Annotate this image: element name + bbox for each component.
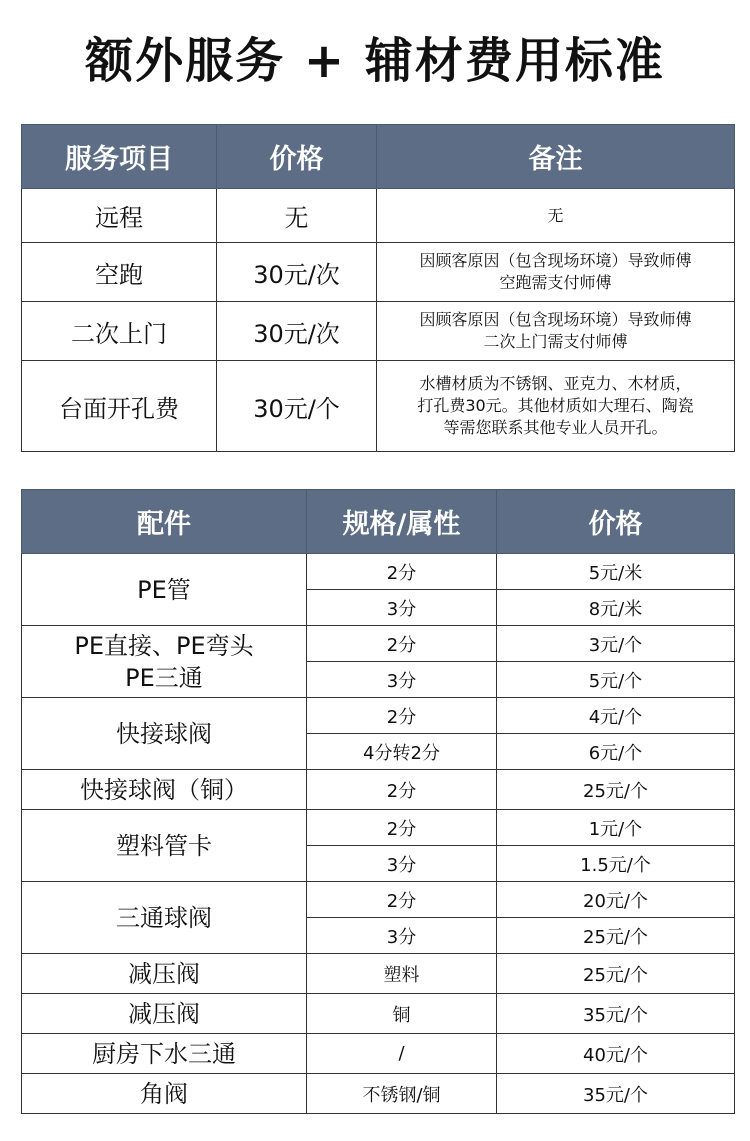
spec-cell: 2分 <box>307 554 497 590</box>
note-line: 二次上门需支付师傅 <box>483 332 628 351</box>
part-name-cell <box>22 1034 307 1074</box>
table-row <box>22 954 735 994</box>
spec-cell: 塑料 <box>307 954 497 994</box>
spec-cell: 2分 <box>307 626 497 662</box>
service-price-cell: 30元/个 <box>217 361 377 452</box>
price-cell: 5元/个 <box>497 662 735 698</box>
column-header-price: 价格 <box>497 490 735 554</box>
service-item-cell: 二次上门 <box>22 302 217 361</box>
spec-cell: 3分 <box>307 662 497 698</box>
service-item-cell: 远程 <box>22 189 217 243</box>
column-header-note: 备注 <box>377 125 735 189</box>
table-row <box>22 770 735 810</box>
table-row <box>22 189 735 243</box>
table-header-row <box>22 490 735 554</box>
table-row <box>22 302 735 361</box>
note-line: 因顾客原因（包含现场环境）导致师傅 <box>419 310 692 329</box>
column-header-part: 配件 <box>22 490 307 554</box>
price-cell: 6元/个 <box>497 734 735 770</box>
note-line: 因顾客原因（包含现场环境）导致师傅 <box>419 251 692 270</box>
price-cell: 25元/个 <box>497 918 735 954</box>
note-line: 水槽材质为不锈钢、亚克力、木材质， <box>419 374 692 393</box>
note-line: 打孔费30元。其他材质如大理石、陶瓷 <box>417 396 694 415</box>
price-cell: 35元/个 <box>497 994 735 1034</box>
service-item-cell: 台面开孔费 <box>22 361 217 452</box>
price-cell: 5元/米 <box>497 554 735 590</box>
part-name: PE三通 <box>125 663 203 692</box>
price-cell: 25元/个 <box>497 954 735 994</box>
table-row <box>22 698 735 734</box>
part-name: 三通球阀 <box>116 903 212 932</box>
part-name-cell <box>22 698 307 770</box>
part-name-cell <box>22 994 307 1034</box>
table-row <box>22 994 735 1034</box>
table-row <box>22 626 735 662</box>
service-note-cell <box>377 243 735 302</box>
spec-cell: / <box>307 1034 497 1074</box>
part-name: 减压阀 <box>128 959 200 988</box>
service-price-cell: 30元/次 <box>217 243 377 302</box>
service-note-cell <box>377 189 735 243</box>
column-header-spec: 规格/属性 <box>307 490 497 554</box>
part-name: PE管 <box>137 575 191 604</box>
part-name-cell <box>22 954 307 994</box>
note-line: 等需您联系其他专业人员开孔。 <box>443 418 668 437</box>
table-row <box>22 882 735 918</box>
spec-cell: 3分 <box>307 918 497 954</box>
price-cell: 8元/米 <box>497 590 735 626</box>
page-title: 额外服务 + 辅材费用标准 <box>85 33 665 89</box>
table-row <box>22 1034 735 1074</box>
price-cell: 40元/个 <box>497 1034 735 1074</box>
part-name: 快接球阀 <box>116 719 212 748</box>
spec-cell: 2分 <box>307 810 497 846</box>
note-line: 无 <box>547 205 564 225</box>
part-name: PE直接、PE弯头 <box>74 631 254 660</box>
spec-cell: 3分 <box>307 846 497 882</box>
table-row <box>22 1074 735 1114</box>
price-cell: 35元/个 <box>497 1074 735 1114</box>
spec-cell: 不锈钢/铜 <box>307 1074 497 1114</box>
part-name-cell <box>22 626 307 698</box>
spec-cell: 2分 <box>307 698 497 734</box>
service-item-cell: 空跑 <box>22 243 217 302</box>
part-name: 减压阀 <box>128 999 200 1028</box>
spec-cell: 2分 <box>307 770 497 810</box>
part-name: 塑料管卡 <box>116 831 212 860</box>
note-line: 空跑需支付师傅 <box>499 273 612 292</box>
part-name: 厨房下水三通 <box>92 1039 236 1068</box>
part-name-cell <box>22 810 307 882</box>
price-cell: 3元/个 <box>497 626 735 662</box>
part-name-cell <box>22 770 307 810</box>
part-name: 快接球阀（铜） <box>80 775 248 804</box>
service-fee-table <box>21 124 735 452</box>
part-name-cell <box>22 1074 307 1114</box>
column-header-service-item: 服务项目 <box>22 125 217 189</box>
spec-cell: 3分 <box>307 590 497 626</box>
price-cell: 1元/个 <box>497 810 735 846</box>
table-row <box>22 554 735 590</box>
table-row <box>22 810 735 846</box>
part-name-cell <box>22 882 307 954</box>
part-name-cell <box>22 554 307 626</box>
service-price-cell: 30元/次 <box>217 302 377 361</box>
table-row <box>22 243 735 302</box>
price-cell: 20元/个 <box>497 882 735 918</box>
parts-price-table <box>21 489 735 1114</box>
spec-cell: 4分转2分 <box>307 734 497 770</box>
table-row <box>22 361 735 452</box>
price-cell: 4元/个 <box>497 698 735 734</box>
price-cell: 25元/个 <box>497 770 735 810</box>
service-price-cell: 无 <box>217 189 377 243</box>
spec-cell: 2分 <box>307 882 497 918</box>
part-name: 角阀 <box>140 1079 188 1108</box>
price-cell: 1.5元/个 <box>497 846 735 882</box>
column-header-price: 价格 <box>217 125 377 189</box>
spec-cell: 铜 <box>307 994 497 1034</box>
service-note-cell <box>377 302 735 361</box>
service-note-cell <box>377 361 735 452</box>
table-header-row <box>22 125 735 189</box>
